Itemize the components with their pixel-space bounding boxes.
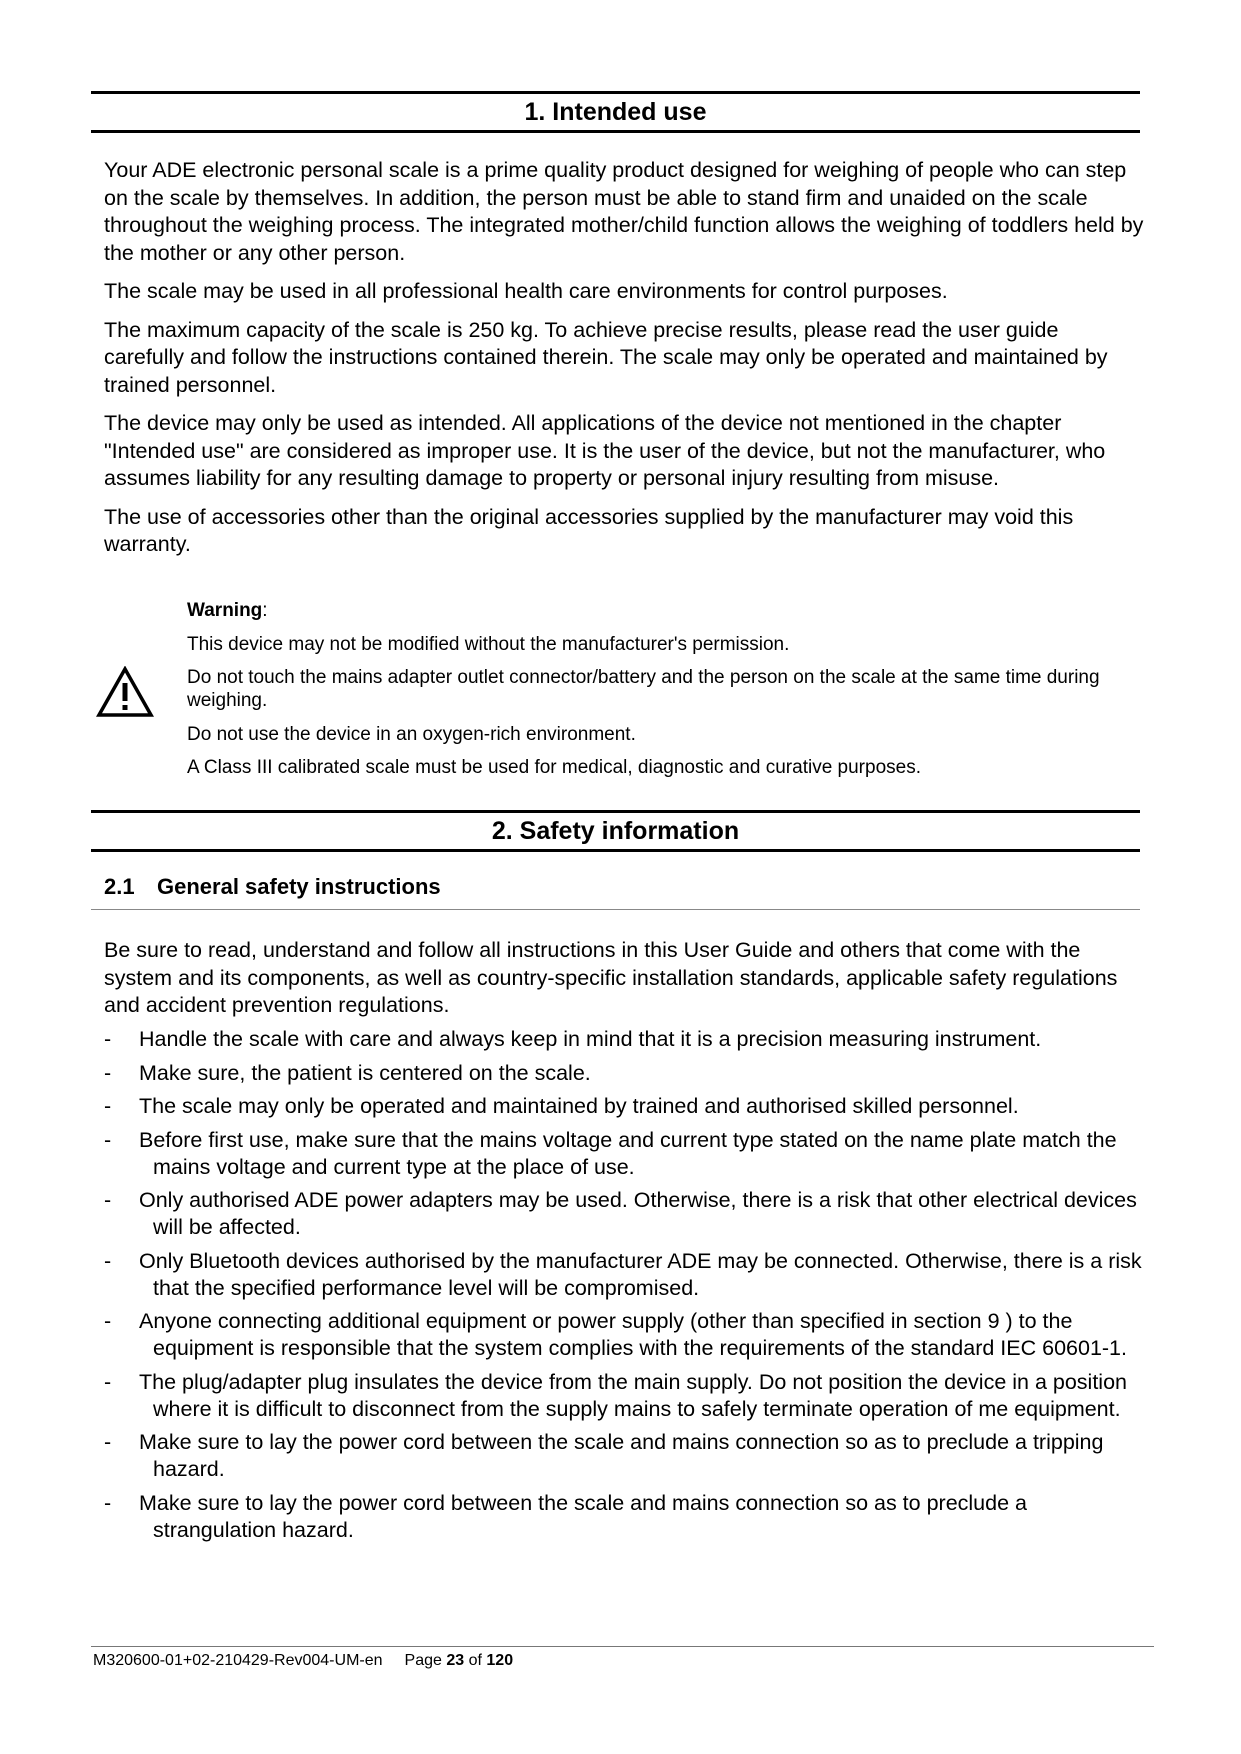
page-total: 120	[486, 1652, 514, 1669]
footer-divider	[91, 1646, 1154, 1647]
list-item: - Make sure to lay the power cord between the scale and mains connection so as to preclude a strangulation hazard.	[104, 1490, 1027, 1542]
list-item: - Only Bluetooth devices authorised by the manufacturer ADE may be connected. Otherwise, there is a risk that the specified performance level will be compromised.	[104, 1248, 1142, 1300]
list-item: - The plug/adapter plug insulates the device from the main supply. Do not position the device in a position where it is difficult to disconnect from the supply mains to safely terminate operation of me equipment.	[104, 1369, 1128, 1421]
dash-marker: -	[104, 1369, 112, 1394]
document-id: M320600-01+02-210429-Rev004-UM-en	[93, 1652, 383, 1669]
warning-item: A Class III calibrated scale must be used for medical, diagnostic and curative purposes.	[187, 757, 921, 778]
warning-triangle-icon	[96, 666, 154, 718]
section-title: General safety instructions	[157, 874, 441, 899]
warning-item: This device may not be modified without the manufacturer's permission.	[187, 633, 790, 655]
dash-marker: -	[104, 1127, 112, 1152]
warning-item: Do not touch the mains adapter outlet connector/battery and the person on the scale at the same time during weighing.	[187, 667, 1100, 711]
paragraph: Be sure to read, understand and follow all instructions in this User Guide and others that come with the system and its components, as well as country-specific installation standards, applicable safety regulations and accident prevention regulations.	[104, 938, 1118, 1017]
paragraph: The use of accessories other than the original accessories supplied by the manufacturer may void this warranty.	[104, 504, 1074, 556]
paragraph: The maximum capacity of the scale is 250 kg. To achieve precise results, please read the user guide carefully and follow the instructions contained therein. The scale may only be operated and maintained by trained personnel.	[104, 317, 1108, 397]
dash-marker: -	[104, 1188, 112, 1212]
list-item: - The scale may only be operated and maintained by trained and authorised skilled personnel.	[104, 1094, 1019, 1118]
dash-marker: -	[104, 1060, 112, 1085]
paragraph: Your ADE electronic personal scale is a prime quality product designed for weighing of people who can step on the scale by themselves. In addition, the person must be able to stand firm and unaided on the scale throughout the weighing process. The integrated mother/child function allows the weighing of toddlers held by the mother or any other person.	[104, 158, 1144, 265]
paragraph: The device may only be used as intended. All applications of the device not mentioned in the chapter "Intended use" are considered as improper use. It is the user of the device, but not the manufacturer, who assumes liability for any resulting damage to property or personal injury resulting from misuse.	[104, 411, 1106, 490]
intended-use-body	[104, 157, 1144, 570]
chapter-2-heading: 2. Safety information	[91, 810, 1140, 852]
warning-item: Do not use the device in an oxygen-rich environment.	[187, 723, 636, 745]
page-number: 23	[446, 1652, 465, 1669]
paragraph: The scale may be used in all professional health care environments for control purposes.	[104, 279, 948, 303]
list-item: - Handle the scale with care and always keep in mind that it is a precision measuring instrument.	[104, 1027, 1042, 1051]
dash-marker: -	[104, 1309, 112, 1333]
list-item: - Before first use, make sure that the mains voltage and current type stated on the name plate match the mains voltage and current type at the place of use.	[104, 1127, 1117, 1179]
list-item: - Make sure to lay the power cord between the scale and mains connection so as to preclude a tripping hazard.	[104, 1430, 1104, 1481]
dash-marker: -	[104, 1248, 112, 1273]
dash-marker: -	[104, 1490, 112, 1515]
list-item: - Make sure, the patient is centered on the scale.	[104, 1060, 591, 1085]
list-item: - Anyone connecting additional equipment or power supply (other than specified in section 9 ) to the equipment is responsible that the system complies with the requirements of the standard IEC 60601-1.	[104, 1309, 1127, 1360]
chapter-1-heading: 1. Intended use	[91, 91, 1140, 133]
page-label: Page	[404, 1652, 442, 1669]
dash-marker: -	[104, 1430, 112, 1454]
safety-intro	[104, 937, 1144, 1031]
dash-marker: -	[104, 1027, 112, 1051]
of-label: of	[468, 1652, 482, 1669]
page-footer	[93, 1651, 513, 1671]
dash-marker: -	[104, 1094, 112, 1118]
list-item: - Only authorised ADE power adapters may be used. Otherwise, there is a risk that other electrical devices will be affected.	[104, 1188, 1137, 1239]
warning-box	[187, 599, 1127, 790]
section-number: 2.1	[104, 874, 135, 899]
warning-title: Warning:	[187, 600, 268, 621]
section-2-1-heading	[91, 871, 1140, 910]
safety-bullet-list	[104, 1026, 1144, 1550]
